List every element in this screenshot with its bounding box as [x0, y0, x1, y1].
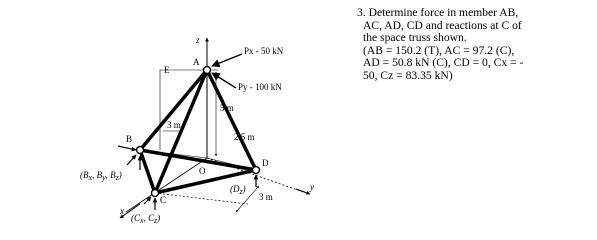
joint-d — [253, 167, 260, 174]
member-ab — [140, 70, 207, 150]
load-px-label: Px - 50 kN — [244, 46, 284, 56]
member-bc — [140, 150, 155, 193]
load-py-label: Py - 100 kN — [238, 82, 282, 92]
axis-z-label: z — [196, 35, 200, 45]
reaction-c-label: (Cx, Cz) — [131, 213, 161, 225]
dim-3m-top-label: 3 m — [167, 120, 181, 130]
problem-line-1: 3. Determine force in member AB, — [357, 6, 519, 19]
dim-5m-label: 5 m — [220, 103, 234, 113]
origin-label: O — [199, 166, 206, 176]
node-d-label: D — [262, 158, 269, 168]
axis-x-label: x — [120, 206, 124, 216]
problem-statement — [357, 7, 593, 83]
joint-c — [152, 190, 159, 197]
node-a-label: A — [193, 57, 200, 67]
joint-a — [204, 67, 211, 74]
node-c-label: C — [160, 195, 167, 205]
dim-3m-bottom-label: 3 m — [259, 192, 273, 202]
problem-line-2: AC, AD, CD and reactions at C of — [363, 18, 522, 32]
dim-25m-label: 2.5 m — [234, 132, 255, 142]
problem-line-5: AD = 50.8 kN (C), CD = 0, Cx = - — [363, 56, 524, 70]
problem-line-4: (AB = 150.2 (T), AC = 97.2 (C), — [363, 43, 515, 57]
problem-line-3: the space truss shown. — [363, 31, 467, 45]
reaction-bx-arrow — [127, 155, 136, 165]
back-plane-outline — [160, 70, 207, 150]
problem-line-6: 50, Cz = 83.35 kN) — [363, 68, 453, 82]
node-b-label: B — [126, 134, 133, 144]
joint-b — [137, 147, 144, 154]
ground-line — [155, 193, 248, 204]
reaction-b-label: (Bx, By, Bz) — [80, 170, 122, 182]
load-px-arrow — [212, 54, 242, 66]
member-bd — [140, 150, 256, 170]
axis-y-label: y — [310, 182, 314, 192]
y-axis-tip — [296, 189, 310, 194]
reaction-by-arrow — [118, 146, 136, 150]
reaction-d-label: (Dz) — [230, 184, 246, 196]
node-e-label: E — [164, 65, 170, 75]
